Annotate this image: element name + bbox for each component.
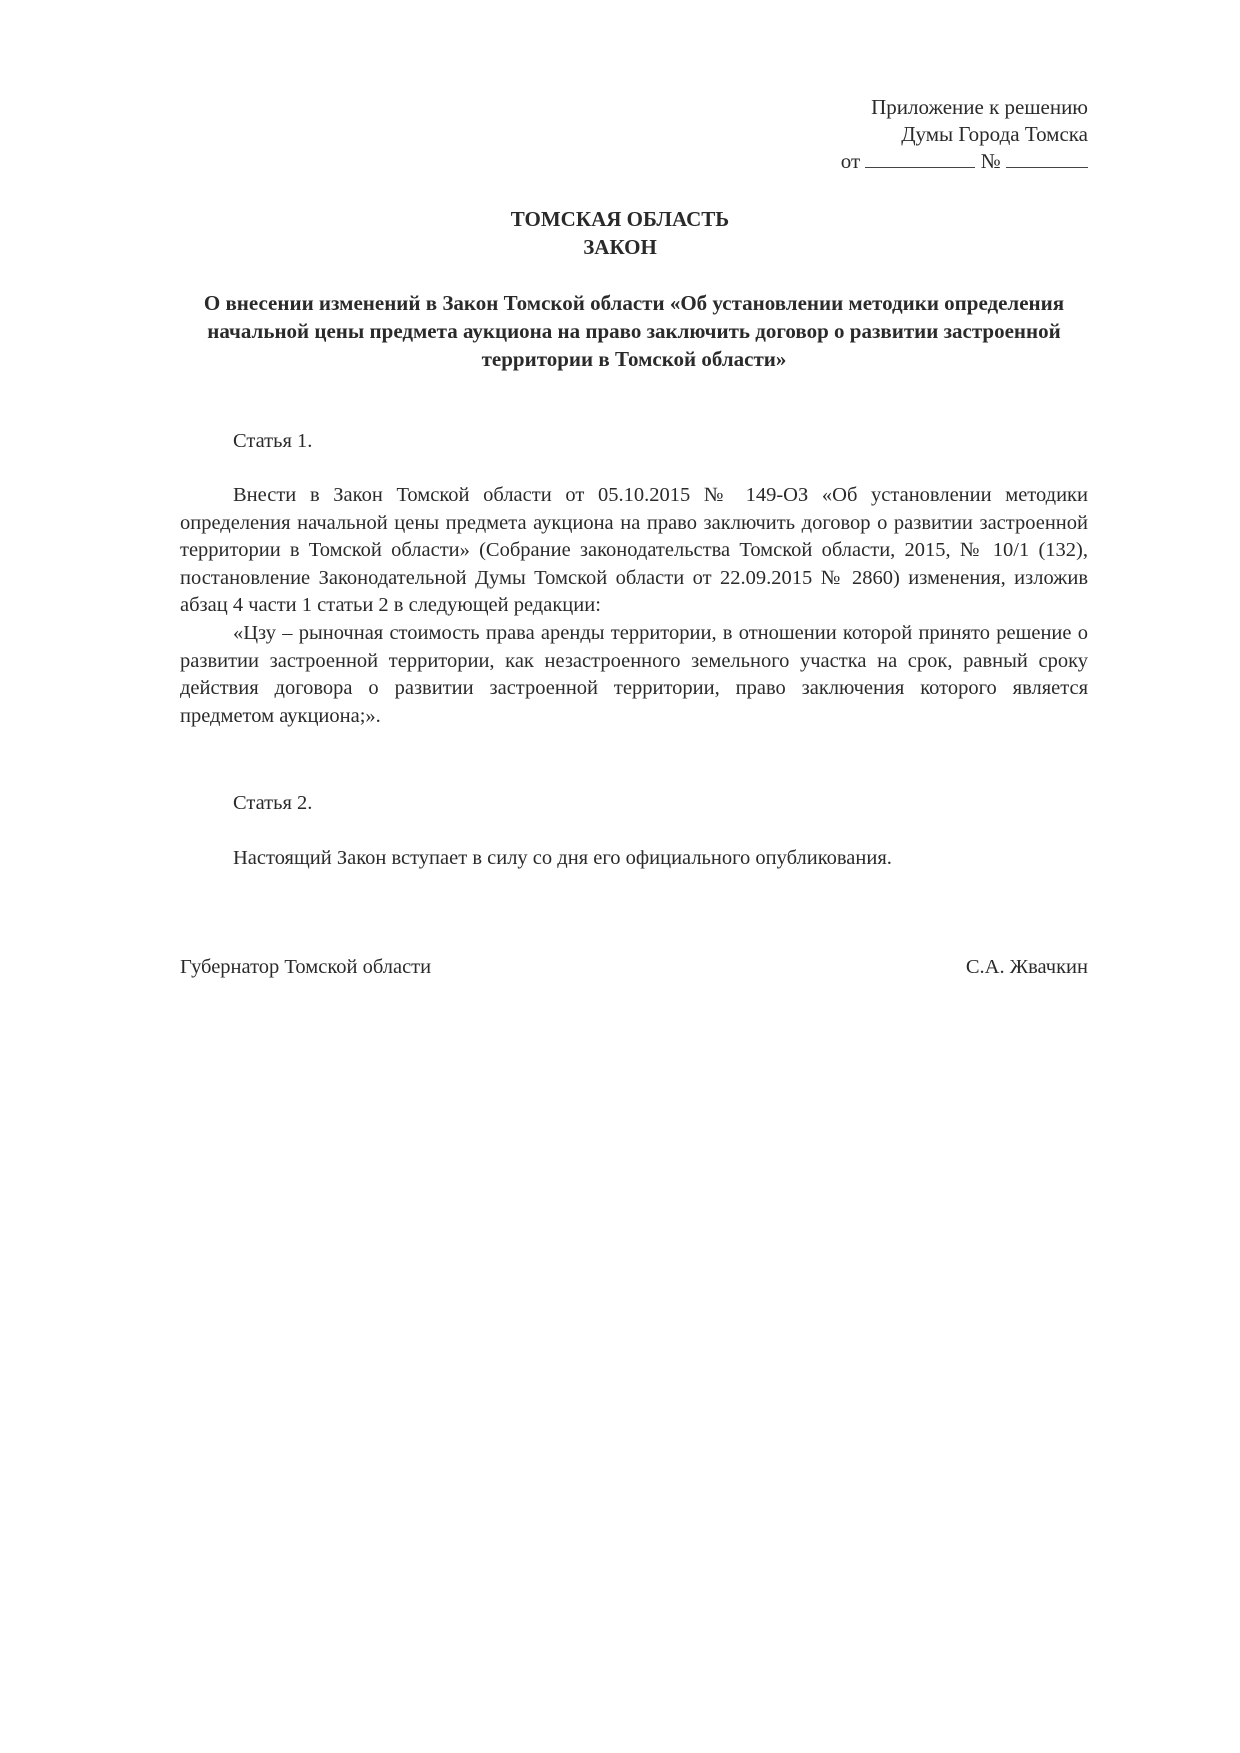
appendix-line-2: Думы Города Томска: [901, 122, 1088, 146]
law-heading: О внесении изменений в Закон Томской области «Об установлении методики определения начальной цены предмета аукциона на право заключить договор о развитии застроенной территории в Томской области»: [203, 291, 1065, 371]
article-1-title: Статья 1.: [233, 430, 313, 452]
signatory-position: Губернатор Томской области: [180, 956, 432, 978]
article-2-paragraph: Настоящий Закон вступает в силу со дня его официального опубликования.: [233, 847, 892, 869]
article-2-title: Статья 2.: [233, 792, 313, 814]
article-1-paragraph: «Цзу – рыночная стоимость права аренды территории, в отношении которой принято решение о развитии застроенной территории, как незастроенного земельного участка на срок, равный сроку действия договора о развитии застроенной территории, право заключения которого является предметом аукциона;».: [180, 621, 1088, 727]
appendix-note: [841, 94, 1088, 175]
article-2-body: [180, 845, 1088, 873]
appendix-line-1: Приложение к решению: [871, 95, 1088, 119]
article-1-paragraph: Внести в Закон Томской области от 05.10.2015 № 149-ОЗ «Об установлении методики определения начальной цены предмета аукциона на право заключить договор о развитии застроенной территории в Томской области» (Собрание законодательства Томской области, 2015, № 10/1 (132), постановление Законодательной Думы Томской области от 22.09.2015 № 2860) изменения, изложив абзац 4 части 1 статьи 2 в следующей редакции:: [180, 484, 1088, 617]
number-blank: [1006, 149, 1088, 168]
document-title: [0, 205, 1240, 261]
date-blank: [865, 149, 975, 168]
signatory-name: С.А. Жвачкин: [965, 956, 1088, 978]
appendix-date-line: [841, 148, 1088, 175]
date-prefix: от: [840, 149, 861, 173]
region-name: ТОМСКАЯ ОБЛАСТЬ: [510, 207, 730, 231]
article-1-body: [180, 482, 1088, 730]
number-sign: №: [980, 149, 1001, 173]
document-type: ЗАКОН: [583, 235, 657, 259]
